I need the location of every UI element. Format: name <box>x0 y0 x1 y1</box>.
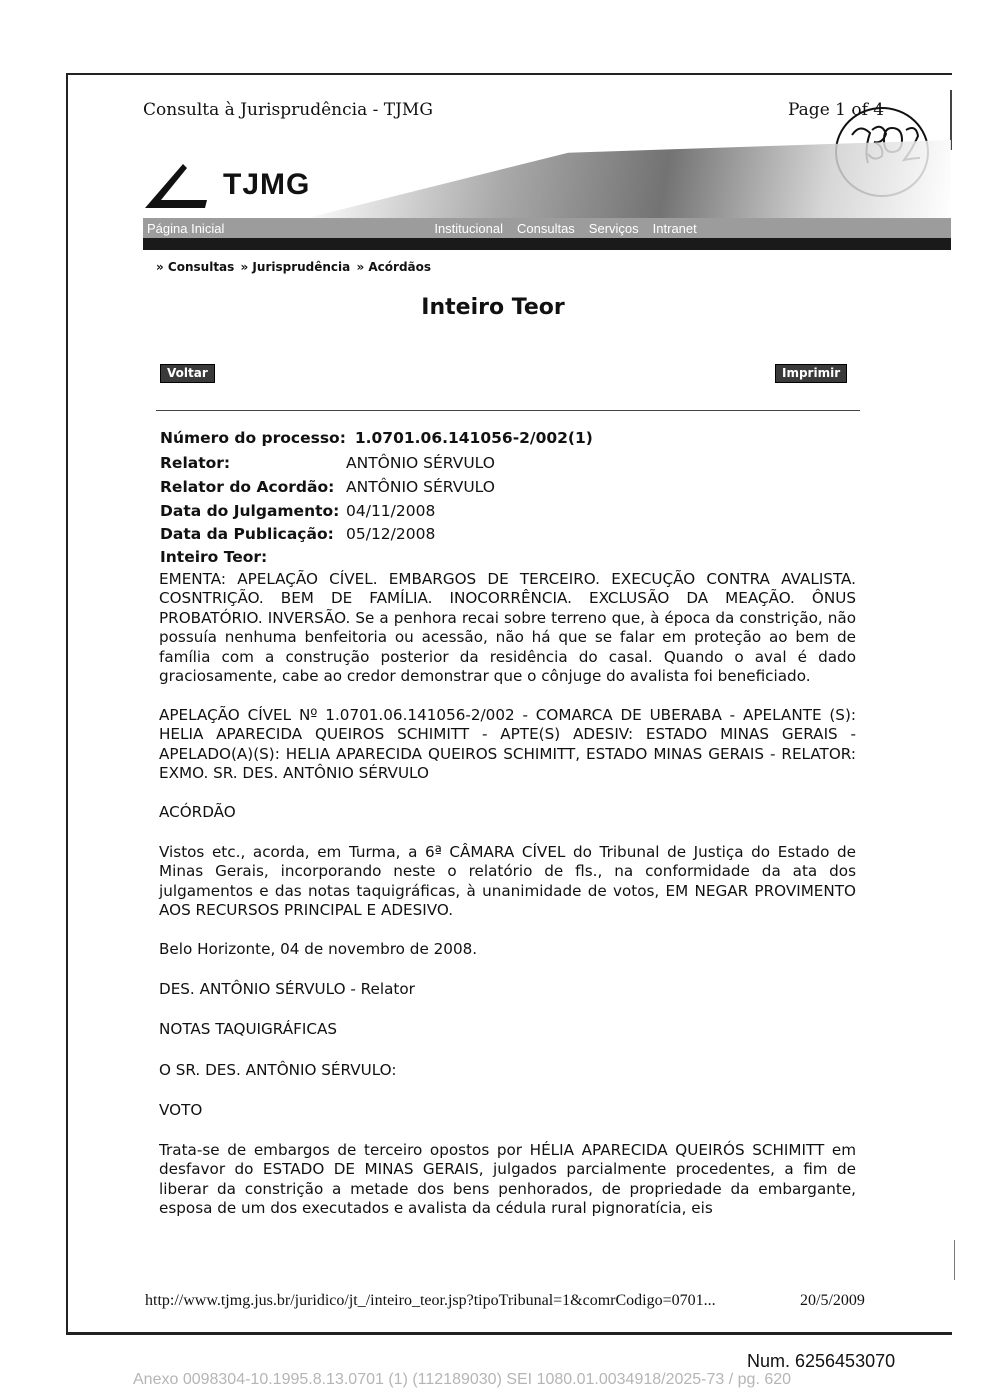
process-number-value: 1.0701.06.141056-2/002(1) <box>354 429 593 447</box>
relator-row <box>160 454 495 472</box>
judgment-date-row <box>160 502 436 520</box>
relator-label: Relator: <box>160 454 231 472</box>
header-bottom-strip <box>143 238 951 250</box>
relator-acordao-label: Relator do Acordão: <box>160 478 335 496</box>
signature-line: DES. ANTÔNIO SÉRVULO - Relator <box>159 980 415 998</box>
print-button[interactable]: Imprimir <box>775 364 847 383</box>
process-number-label: Número do processo: <box>160 429 346 447</box>
notas-heading: NOTAS TAQUIGRÁFICAS <box>159 1020 337 1038</box>
nav-consultas[interactable]: Consultas <box>516 220 575 236</box>
nav-home[interactable]: Página Inicial <box>147 220 225 236</box>
relator-acordao-value: ANTÔNIO SÉRVULO <box>346 478 495 496</box>
tjmg-logo-icon <box>143 160 213 210</box>
speaker-line: O SR. DES. ANTÔNIO SÉRVULO: <box>159 1061 397 1079</box>
header-decorative-image <box>313 140 951 225</box>
ementa-paragraph: EMENTA: APELAÇÃO CÍVEL. EMBARGOS DE TERCEIRO. EXECUÇÃO CONTRA AVALISTA. COSNTRIÇÃO. BEM DE FAMÍLIA. INOCORRÊNCIA. EXCLUSÃO DA MEAÇÃO. ÔNUS PROBATÓRIO. INVERSÃO. Se a penhora recai sobre terreno que, à época da constrição, não possuía nenhuma benfeitoria ou acessão, não há que se falar em proteção ao bem de família com a construção posterior da residência do casal. Quando o aval é dado graciosamente, cabe ao credor demonstrar que o cônjuge do avalista foi beneficiado. <box>159 570 856 686</box>
page-title: Inteiro Teor <box>421 295 565 320</box>
main-navigation <box>143 218 951 238</box>
apelacao-paragraph: APELAÇÃO CÍVEL Nº 1.0701.06.141056-2/002 - COMARCA DE UBERABA - APELANTE (S): HELIA APARECIDA QUEIROS SCHIMITT - APTE(S) ADESIV: ESTADO MINAS GERAIS - APELADO(A)(S): HELIA APARECIDA QUEIROS SCHIMITT, ESTADO MINAS GERAIS - RELATOR: EXMO. SR. DES. ANTÔNIO SÉRVULO <box>159 706 856 783</box>
scan-frame-bottom <box>66 1332 952 1335</box>
judgment-date-label: Data do Julgamento: <box>160 502 340 520</box>
nav-institucional[interactable]: Institucional <box>434 220 503 236</box>
breadcrumb-consultas[interactable]: » Consultas <box>156 260 235 274</box>
relator-value: ANTÔNIO SÉRVULO <box>346 454 495 472</box>
breadcrumb-acordaos[interactable]: » Acórdãos <box>356 260 432 274</box>
full-text-label-row <box>160 548 267 566</box>
logo-text: TJMG <box>223 168 311 201</box>
judgment-date-value: 04/11/2008 <box>346 502 436 520</box>
annex-reference: Anexo 0098304-10.1995.8.13.0701 (1) (112189030) SEI 1080.01.0034918/2025-73 / pg. 620 <box>133 1371 792 1388</box>
annex-number: Num. 6256453070 <box>747 1351 896 1371</box>
breadcrumb <box>156 260 433 274</box>
scan-frame-right-lower <box>954 1240 955 1280</box>
footer-url: http://www.tjmg.jus.br/juridico/jt_/inteiro_teor.jsp?tipoTribunal=1&comrCodigo=0701... <box>145 1292 716 1309</box>
back-button[interactable]: Voltar <box>160 364 215 383</box>
vistos-paragraph: Vistos etc., acorda, em Turma, a 6ª CÂMARA CÍVEL do Tribunal de Justiça do Estado de Minas Gerais, incorporando neste o relatório de fls., na conformidade da ata dos julgamentos e das notas taquigráficas, à unanimidade de votos, EM NEGAR PROVIMENTO AOS RECURSOS PRINCIPAL E ADESIVO. <box>159 843 856 920</box>
section-divider <box>156 410 860 411</box>
nav-intranet[interactable]: Intranet <box>652 220 697 236</box>
publication-date-value: 05/12/2008 <box>346 525 436 543</box>
site-header-banner <box>143 140 951 250</box>
scan-frame-left <box>66 73 68 1335</box>
breadcrumb-jurisprudencia[interactable]: » Jurisprudência <box>240 260 351 274</box>
browser-page-title: Consulta à Jurisprudência - TJMG <box>143 100 433 120</box>
acordao-heading: ACÓRDÃO <box>159 803 236 821</box>
place-date: Belo Horizonte, 04 de novembro de 2008. <box>159 940 478 958</box>
nav-servicos[interactable]: Serviços <box>588 220 639 236</box>
process-number-row <box>160 429 593 447</box>
page-indicator: Page 1 of 4 <box>788 100 885 120</box>
relator-acordao-row <box>160 478 495 496</box>
voto-heading: VOTO <box>159 1101 203 1119</box>
full-text-label: Inteiro Teor: <box>160 548 268 566</box>
footer-date: 20/5/2009 <box>800 1292 865 1309</box>
voto-paragraph: Trata-se de embargos de terceiro opostos por HÉLIA APARECIDA QUEIRÓS SCHIMITT em desfavor do ESTADO DE MINAS GERAIS, julgados parcialmente procedentes, a fim de liberar da constrição a metade dos bens penhorados, de propriedade da embargante, esposa de um dos executados e avalista da cédula rural pignoratícia, eis <box>159 1141 856 1218</box>
publication-date-row <box>160 525 436 543</box>
scan-frame-top <box>66 73 952 75</box>
publication-date-label: Data da Publicação: <box>160 525 334 543</box>
